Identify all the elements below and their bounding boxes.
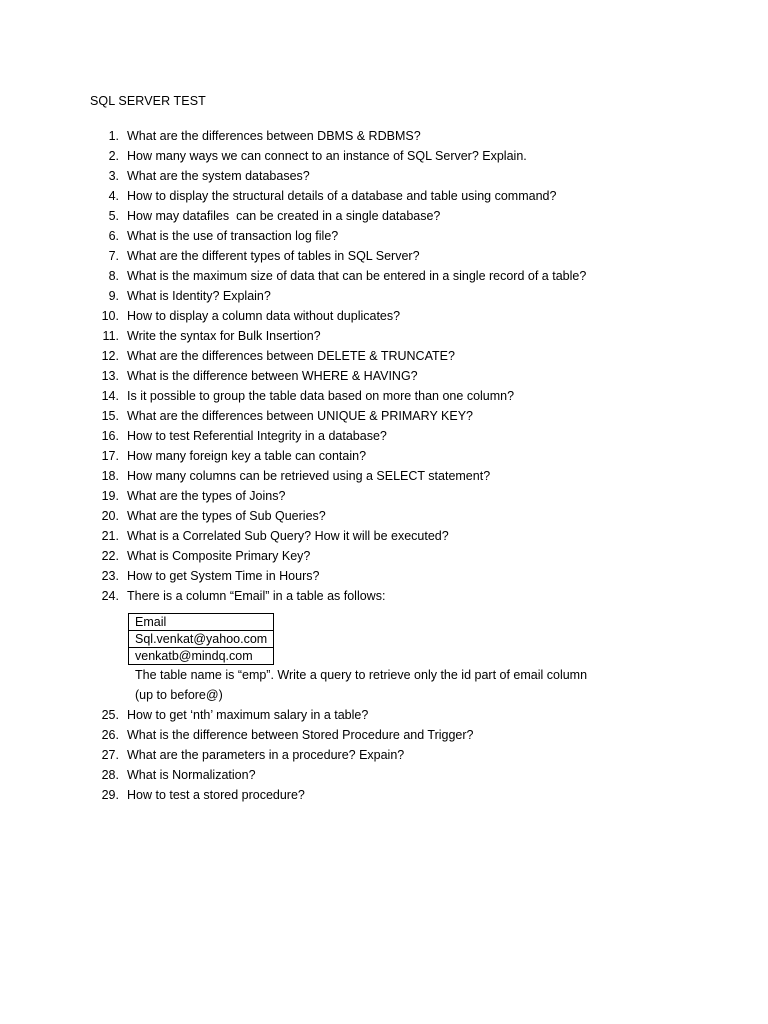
question-number: 5. xyxy=(108,209,119,223)
question-text: How to display a column data without duplicates? xyxy=(127,309,401,323)
email-table-block xyxy=(135,613,768,665)
question-item xyxy=(0,546,768,566)
question-item xyxy=(0,186,768,206)
question-text: What are the system databases? xyxy=(127,169,310,183)
question-item xyxy=(0,486,768,506)
question-text: Is it possible to group the table data based on more than one column? xyxy=(127,389,515,403)
question-item xyxy=(0,226,768,246)
question-number: 27. xyxy=(101,748,119,762)
question-text: How to test Referential Integrity in a database? xyxy=(127,429,387,443)
question-number: 15. xyxy=(101,409,119,423)
question-item xyxy=(0,426,768,446)
question-text: How may datafiles can be created in a single database? xyxy=(127,209,441,223)
question-text: What is the use of transaction log file? xyxy=(127,229,339,243)
question-item xyxy=(0,566,768,586)
question-list xyxy=(0,126,768,805)
question-text: What is the difference between Stored Procedure and Trigger? xyxy=(127,728,474,742)
question-item xyxy=(0,506,768,526)
question-item xyxy=(0,386,768,406)
question-number: 7. xyxy=(108,249,119,263)
question-number: 26. xyxy=(101,728,119,742)
question-item xyxy=(0,306,768,326)
question-text: How many columns can be retrieved using a SELECT statement? xyxy=(127,469,491,483)
question-number: 24. xyxy=(101,589,119,603)
question-number: 1. xyxy=(108,129,119,143)
question-text: How to get ‘nth’ maximum salary in a table? xyxy=(127,708,369,722)
question-number: 14. xyxy=(101,389,119,403)
question-number: 13. xyxy=(101,369,119,383)
question-text: What is the difference between WHERE & HAVING? xyxy=(127,369,418,383)
question-number: 3. xyxy=(108,169,119,183)
question-item xyxy=(0,765,768,785)
question-item xyxy=(0,286,768,306)
question-number: 21. xyxy=(101,529,119,543)
question-item xyxy=(0,785,768,805)
question-item xyxy=(0,346,768,366)
question-item xyxy=(0,166,768,186)
question-text: What are the types of Joins? xyxy=(127,489,286,503)
table-cell: Sql.venkat@yahoo.com xyxy=(129,631,274,648)
question-item xyxy=(0,586,768,606)
question-item xyxy=(0,126,768,146)
question-item xyxy=(0,705,768,725)
question-number: 11. xyxy=(102,329,119,343)
question-number: 18. xyxy=(101,469,119,483)
page-title: SQL SERVER TEST xyxy=(90,94,206,108)
question-item xyxy=(0,725,768,745)
question-text: What are the different types of tables in SQL Server? xyxy=(127,249,420,263)
question-number: 20. xyxy=(101,509,119,523)
question-text: There is a column “Email” in a table as follows: xyxy=(127,589,386,603)
question-note-line: (up to before@) xyxy=(135,688,223,702)
question-number: 9. xyxy=(108,289,119,303)
question-text: What are the types of Sub Queries? xyxy=(127,509,326,523)
question-item xyxy=(0,406,768,426)
question-item xyxy=(0,146,768,166)
question-text: What are the differences between DBMS & RDBMS? xyxy=(127,129,421,143)
question-item xyxy=(0,326,768,346)
question-item xyxy=(0,466,768,486)
question-text: How to test a stored procedure? xyxy=(127,788,305,802)
question-text: What are the differences between DELETE & TRUNCATE? xyxy=(127,349,455,363)
table-row xyxy=(129,648,274,665)
question-text: What is Normalization? xyxy=(127,768,256,782)
question-text: What are the differences between UNIQUE & PRIMARY KEY? xyxy=(127,409,473,423)
question-text: What is Composite Primary Key? xyxy=(127,549,311,563)
email-table xyxy=(128,613,274,665)
question-item xyxy=(0,745,768,765)
question-number: 12. xyxy=(101,349,119,363)
table-header-row xyxy=(129,614,274,631)
question-number: 16. xyxy=(101,429,119,443)
question-number: 4. xyxy=(108,189,119,203)
question-item xyxy=(0,206,768,226)
table-row xyxy=(129,631,274,648)
question-text: What is the maximum size of data that can be entered in a single record of a table? xyxy=(127,269,587,283)
question-number: 28. xyxy=(101,768,119,782)
question-number: 10. xyxy=(101,309,119,323)
question-text: What is Identity? Explain? xyxy=(127,289,271,303)
question-text: How many foreign key a table can contain? xyxy=(127,449,367,463)
question-item xyxy=(0,526,768,546)
question-number: 25. xyxy=(101,708,119,722)
question-item xyxy=(0,366,768,386)
table-header-cell: Email xyxy=(129,614,274,631)
question-text: What are the parameters in a procedure? Expain? xyxy=(127,748,405,762)
question-number: 22. xyxy=(101,549,119,563)
question-number: 17. xyxy=(101,449,119,463)
question-number: 8. xyxy=(108,269,119,283)
question-number: 19. xyxy=(101,489,119,503)
question-item xyxy=(0,246,768,266)
question-note-line: The table name is “emp”. Write a query to retrieve only the id part of email column xyxy=(135,668,588,682)
question-text: How many ways we can connect to an instance of SQL Server? Explain. xyxy=(127,149,527,163)
question-number: 23. xyxy=(101,569,119,583)
question-text: How to display the structural details of a database and table using command? xyxy=(127,189,557,203)
question-item xyxy=(0,266,768,286)
question-number: 2. xyxy=(108,149,119,163)
question-number: 29. xyxy=(101,788,119,802)
question-item xyxy=(0,446,768,466)
question-text: Write the syntax for Bulk Insertion? xyxy=(127,329,321,343)
question-number: 6. xyxy=(108,229,119,243)
table-cell: venkatb@mindq.com xyxy=(129,648,274,665)
question-text: How to get System Time in Hours? xyxy=(127,569,320,583)
question-text: What is a Correlated Sub Query? How it will be executed? xyxy=(127,529,449,543)
